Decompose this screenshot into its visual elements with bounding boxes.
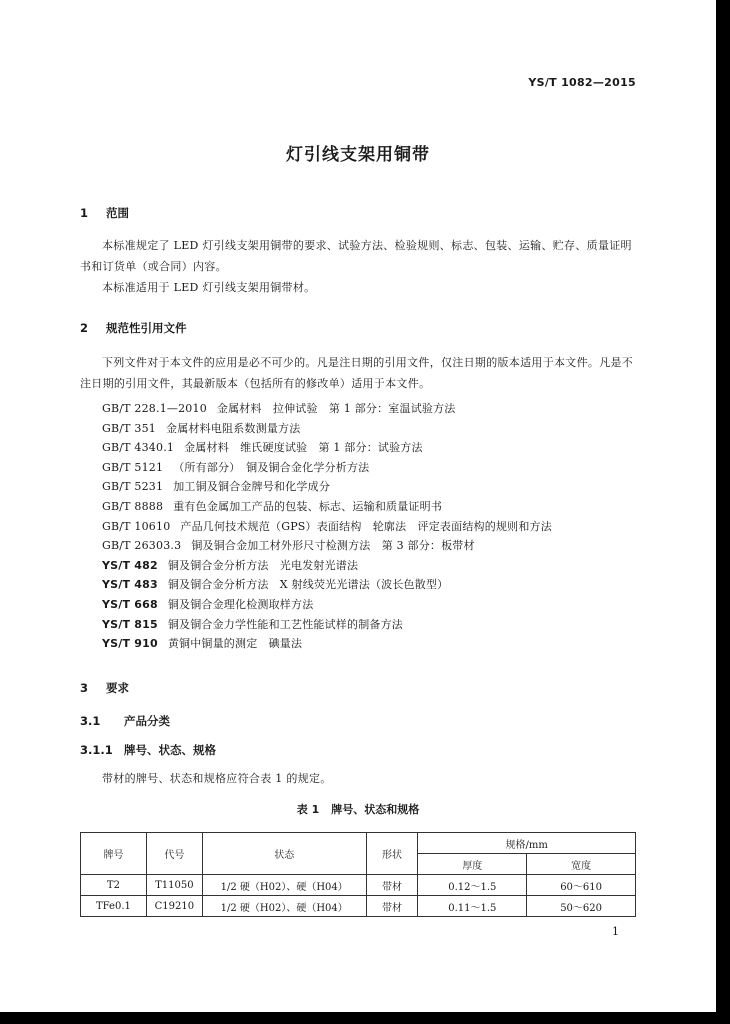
page-number: 1: [612, 925, 619, 938]
reference-title: 金属材料 维氏硬度试验 第 1 部分：试验方法: [184, 441, 423, 455]
section-number: 3.1.1: [80, 743, 113, 757]
cell-temper: 1/2 硬（H02）、硬（H04）: [202, 896, 366, 917]
section-number: 1: [80, 206, 89, 220]
cell-grade: TFe0.1: [81, 896, 147, 917]
document-title: 灯引线支架用铜带: [286, 145, 430, 165]
section-title: 要求: [106, 681, 130, 695]
section-number: 3.1: [80, 714, 101, 728]
table-title: 牌号、状态和规格: [331, 803, 420, 816]
reference-code: GB/T 8888: [102, 499, 164, 513]
reference-title: 铜及铜合金力学性能和工艺性能试样的制备方法: [167, 617, 404, 631]
cell-code: C19210: [146, 896, 202, 917]
reference-code: YS/T 482: [102, 558, 158, 572]
reference-item: [102, 556, 552, 576]
reference-code: GB/T 26303.3: [102, 539, 182, 553]
reference-code: YS/T 483: [102, 578, 158, 592]
reference-code: YS/T 910: [102, 637, 158, 651]
reference-item: [102, 497, 552, 517]
header-temper: 状态: [202, 833, 366, 875]
page-border-bottom: [0, 1012, 730, 1024]
header-form: 形状: [366, 833, 418, 875]
reference-title: 黄铜中铜量的测定 碘量法: [167, 637, 303, 651]
reference-item: [102, 517, 552, 537]
reference-title: 重有色金属加工产品的包装、标志、运输和质量证明书: [173, 499, 443, 513]
reference-title: 加工铜及铜合金牌号和化学成分: [173, 480, 331, 494]
reference-code: GB/T 4340.1: [102, 441, 175, 455]
section-title: 牌号、状态、规格: [124, 743, 217, 757]
section-2-heading: [80, 320, 187, 336]
header-thickness: 厚度: [418, 854, 527, 875]
reference-item: [102, 399, 552, 419]
reference-item: [102, 458, 552, 478]
reference-code: GB/T 10610: [102, 519, 171, 533]
reference-item: [102, 477, 552, 497]
header-spec: 规格/mm: [418, 833, 636, 854]
reference-item: [102, 595, 552, 615]
normative-intro: 下列文件对于本文件的应用是必不可少的。凡是注日期的引用文件，仅注日期的版本适用于本文件。凡是不注日期的引用文件，其最新版本（包括所有的修改单）适用于本文件。: [80, 356, 634, 390]
section-number: 3: [80, 681, 89, 695]
reference-item: [102, 615, 552, 635]
header-width: 宽度: [527, 854, 636, 875]
table-row: [81, 896, 636, 917]
section-1-heading: [80, 205, 129, 221]
reference-title: 铜及铜合金分析方法 X 射线荧光光谱法（波长色散型）: [167, 578, 449, 592]
reference-list: [102, 399, 552, 654]
reference-item: [102, 536, 552, 556]
table-caption: [0, 801, 716, 817]
reference-title: 铜及铜合金分析方法 光电发射光谱法: [167, 558, 359, 572]
section-title: 产品分类: [124, 714, 171, 728]
section-title: 范围: [106, 206, 130, 220]
cell-form: 带材: [366, 875, 418, 896]
reference-code: GB/T 5121: [102, 460, 164, 474]
section-3-heading: [80, 680, 129, 696]
reference-item: [102, 438, 552, 458]
spec-table: [80, 832, 636, 917]
scope-paragraph-2: 本标准适用于 LED 灯引线支架用铜带材。: [102, 281, 316, 294]
requirements-paragraph: 带材的牌号、状态和规格应符合表 1 的规定。: [102, 772, 332, 785]
section-number: 2: [80, 321, 89, 335]
reference-code: YS/T 815: [102, 617, 158, 631]
section-title: 规范性引用文件: [106, 321, 187, 335]
table-number: 表 1: [296, 803, 320, 816]
standard-code: YS/T 1082—2015: [528, 76, 636, 89]
reference-code: GB/T 228.1—2010: [102, 402, 207, 415]
reference-title: 金属材料 拉伸试验 第 1 部分：室温试验方法: [216, 402, 456, 415]
subsection-3-1-heading: [80, 713, 170, 729]
cell-temper: 1/2 硬（H02）、硬（H04）: [202, 875, 366, 896]
cell-width: 60～610: [527, 875, 636, 896]
reference-title: 铜及铜合金理化检测取样方法: [167, 597, 314, 611]
reference-title: 铜及铜合金加工材外形尺寸检测方法 第 3 部分：板带材: [191, 539, 475, 553]
cell-form: 带材: [366, 896, 418, 917]
reference-code: GB/T 351: [102, 421, 157, 435]
subsection-3-1-1-heading: [80, 742, 216, 758]
header-code: 代号: [146, 833, 202, 875]
cell-grade: T2: [81, 875, 147, 896]
reference-title: 产品几何技术规范（GPS）表面结构 轮廓法 评定表面结构的规则和方法: [180, 519, 552, 533]
reference-title: （所有部分） 铜及铜合金化学分析方法: [173, 460, 370, 474]
reference-item: [102, 419, 552, 439]
reference-code: GB/T 5231: [102, 480, 164, 494]
header-grade: 牌号: [81, 833, 147, 875]
table-row: [81, 875, 636, 896]
scope-paragraph-1: 本标准规定了 LED 灯引线支架用铜带的要求、试验方法、检验规则、标志、包装、运输、贮存、质量证明书和订货单（或合同）内容。: [80, 239, 632, 273]
cell-thickness: 0.12～1.5: [418, 875, 527, 896]
page-border-right: [716, 0, 730, 1024]
reference-code: YS/T 668: [102, 597, 158, 611]
reference-item: [102, 575, 552, 595]
cell-code: T11050: [146, 875, 202, 896]
cell-thickness: 0.11～1.5: [418, 896, 527, 917]
reference-item: [102, 634, 552, 654]
cell-width: 50～620: [527, 896, 636, 917]
reference-title: 金属材料电阻系数测量方法: [166, 421, 301, 435]
